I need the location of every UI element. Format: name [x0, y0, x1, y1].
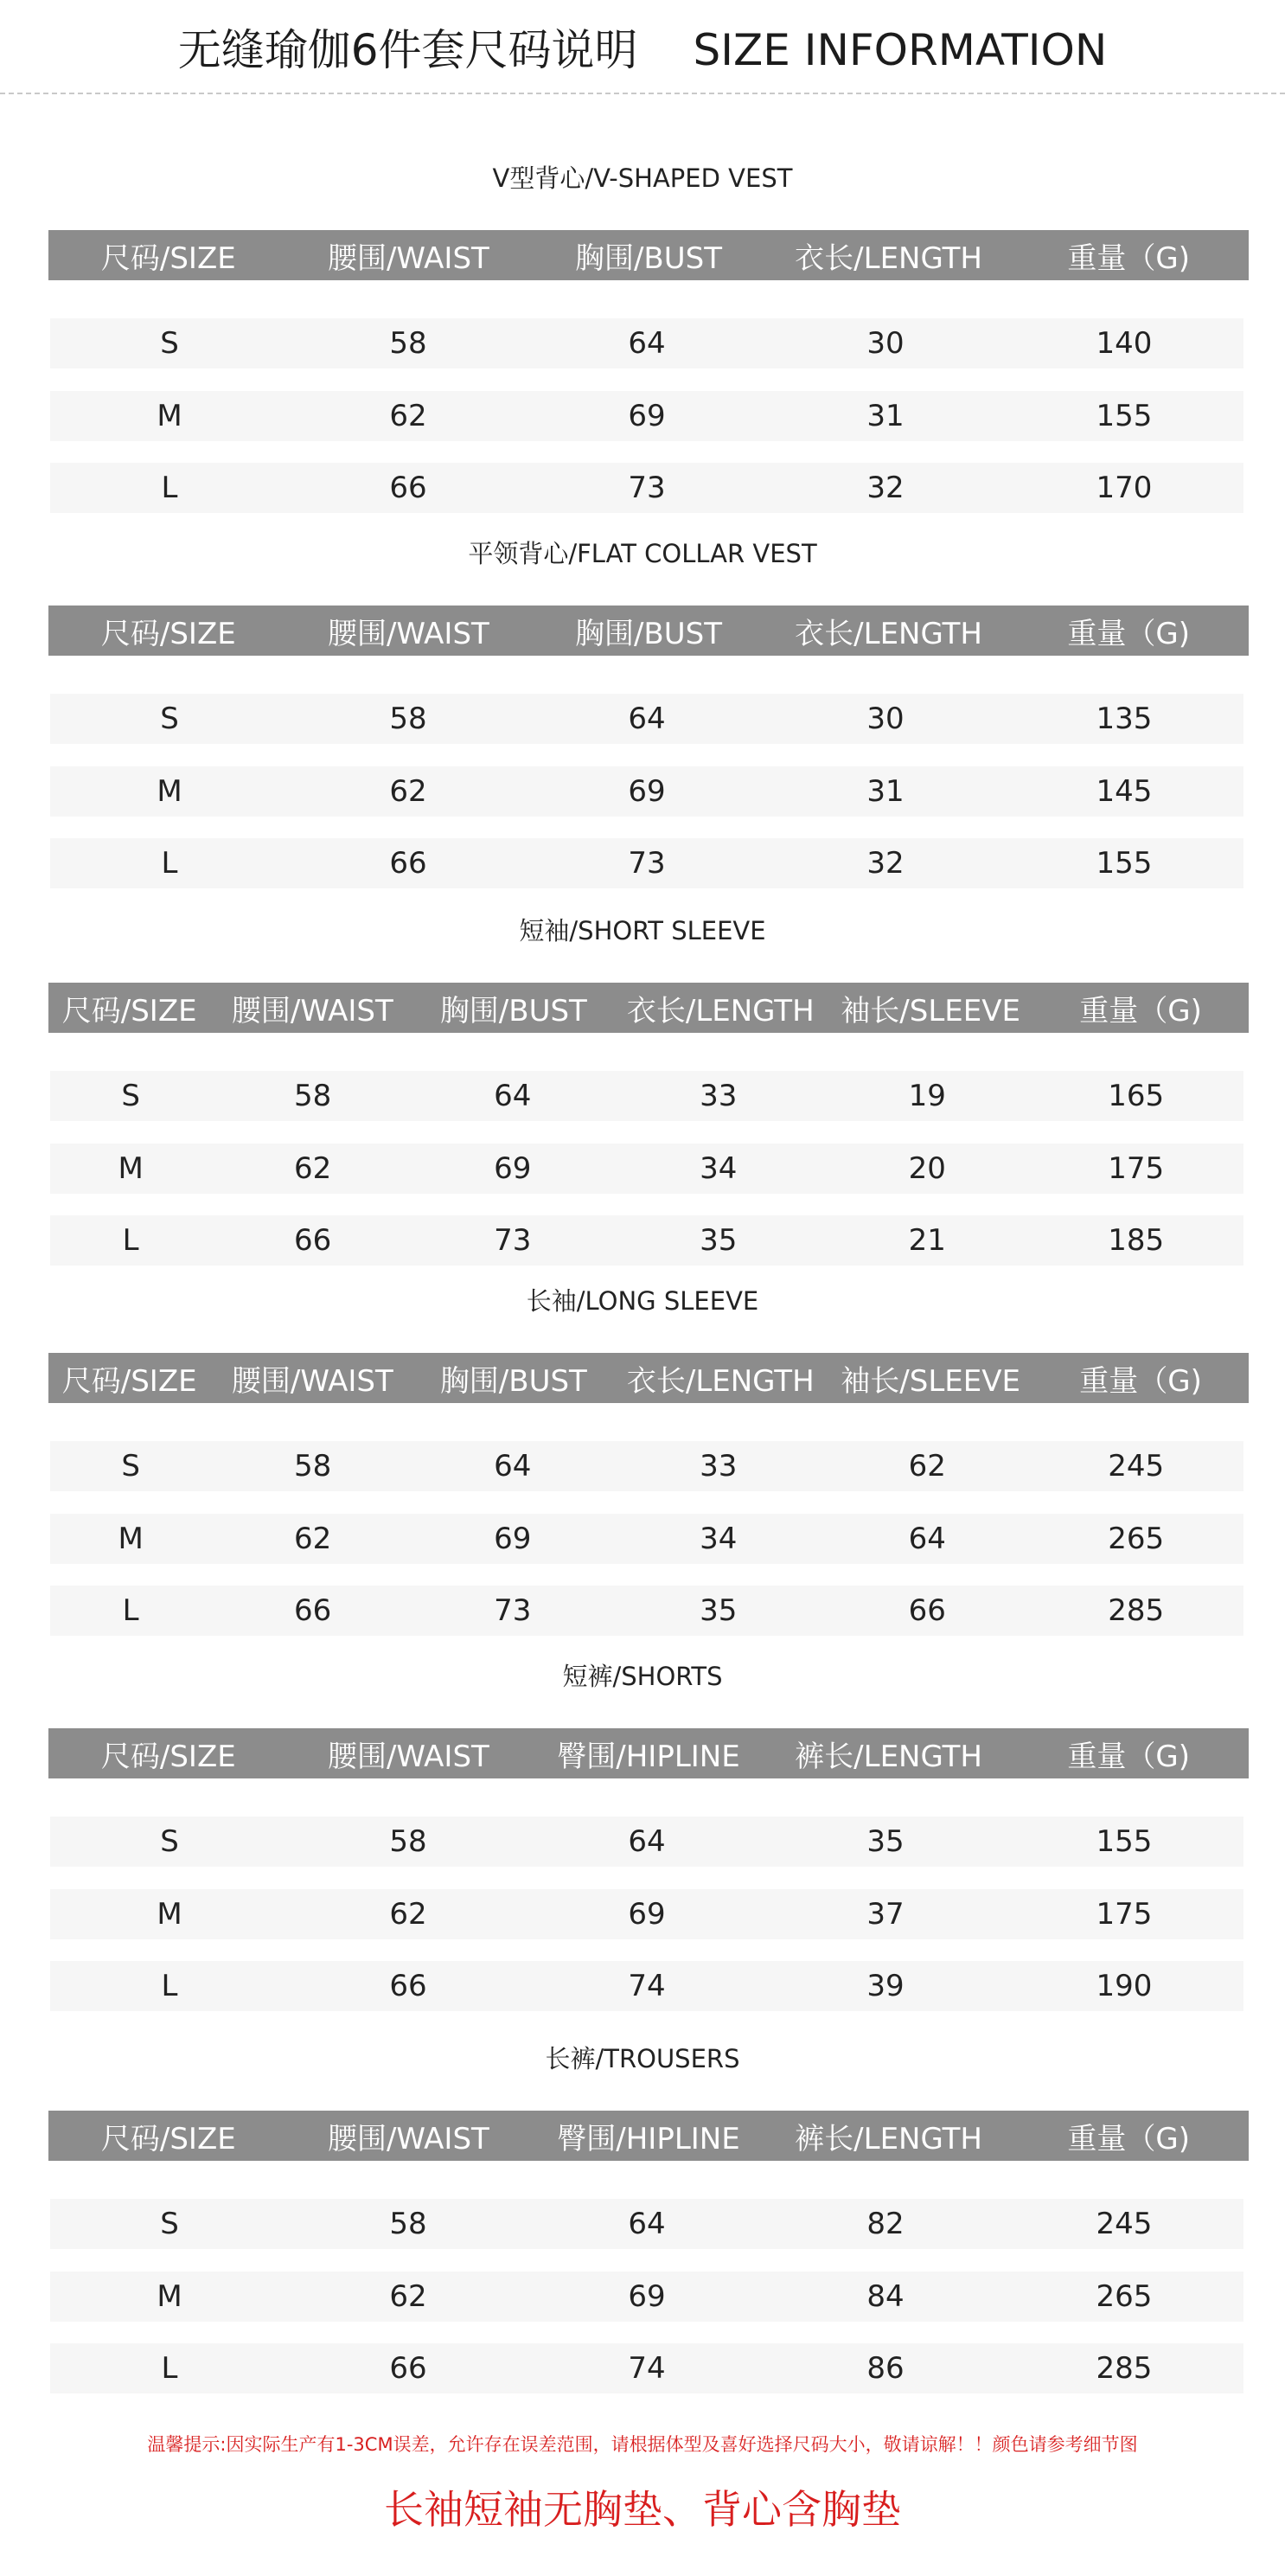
- table-cell: 35: [866, 1824, 905, 1859]
- table-cell: 69: [494, 1522, 532, 1556]
- column-header: 袖长/SLEEVE: [841, 1363, 1020, 1399]
- table-cell: 74: [628, 1969, 666, 2003]
- table-row: [50, 2272, 1243, 2322]
- column-header: 重量（G): [1067, 616, 1190, 651]
- column-header: 尺码/SIZE: [100, 616, 236, 651]
- column-header: 尺码/SIZE: [61, 1363, 197, 1399]
- table-cell: 58: [293, 1449, 332, 1483]
- column-header: 尺码/SIZE: [100, 240, 236, 276]
- column-header: 腰围/WAIST: [231, 993, 393, 1028]
- table-cell: 66: [908, 1593, 946, 1628]
- table-cell: 69: [628, 1897, 666, 1932]
- table-cell: 66: [389, 471, 427, 505]
- table-cell: 73: [494, 1223, 532, 1258]
- table-cell: 69: [628, 774, 666, 809]
- column-header: 胸围/BUST: [574, 616, 722, 651]
- column-header: 衣长/LENGTH: [626, 993, 815, 1028]
- table-cell: 33: [700, 1449, 738, 1483]
- column-header: 腰围/WAIST: [327, 616, 489, 651]
- table-cell: 69: [628, 399, 666, 433]
- table-cell: 73: [628, 846, 666, 881]
- table-cell: M: [157, 1897, 182, 1932]
- table-cell: 39: [866, 1969, 905, 2003]
- column-header: 重量（G): [1067, 2121, 1190, 2156]
- table-cell: 35: [700, 1223, 738, 1258]
- table-cell: 140: [1096, 326, 1153, 361]
- notice-text: 温馨提示:因实际生产有1-3CM误差，允许存在误差范围，请根据体型及喜好选择尺码大小，敬请谅解！！颜色请参考细节图: [147, 2434, 1138, 2455]
- table-row: [50, 1586, 1243, 1636]
- table-cell: 21: [908, 1223, 946, 1258]
- table-cell: 265: [1096, 2279, 1153, 2314]
- table-row: [50, 318, 1243, 368]
- table-cell: 170: [1096, 471, 1153, 505]
- table-title: 长裤/TROUSERS: [545, 2044, 740, 2073]
- table-row: [50, 1215, 1243, 1266]
- table-cell: M: [157, 399, 182, 433]
- column-header: 衣长/LENGTH: [626, 1363, 815, 1399]
- table-cell: 58: [293, 1079, 332, 1113]
- table-cell: 175: [1096, 1897, 1153, 1932]
- table-cell: 64: [908, 1522, 946, 1556]
- table-cell: 58: [389, 2207, 427, 2241]
- table-cell: 64: [494, 1079, 532, 1113]
- table-row: [50, 1889, 1243, 1939]
- column-header: 胸围/BUST: [439, 1363, 587, 1399]
- column-header: 胸围/BUST: [574, 240, 722, 276]
- column-header: 裤长/LENGTH: [795, 2121, 982, 2156]
- column-header: 臀围/HIPLINE: [557, 2121, 740, 2156]
- table-cell: 34: [700, 1522, 738, 1556]
- table-row: [50, 391, 1243, 441]
- table-cell: 66: [389, 846, 427, 881]
- table-title: 长袖/LONG SLEEVE: [526, 1286, 759, 1316]
- column-header: 腰围/WAIST: [327, 1739, 489, 1774]
- table-cell: 73: [494, 1593, 532, 1628]
- table-cell: 73: [628, 471, 666, 505]
- table-cell: 86: [866, 2351, 905, 2386]
- column-header: 袖长/SLEEVE: [841, 993, 1020, 1028]
- table-cell: 37: [866, 1897, 905, 1932]
- table-cell: 62: [293, 1151, 332, 1186]
- table-row: [50, 1514, 1243, 1564]
- table-cell: 155: [1096, 846, 1153, 881]
- table-cell: 145: [1096, 774, 1153, 809]
- table-cell: 64: [628, 1824, 666, 1859]
- column-header: 腰围/WAIST: [231, 1363, 393, 1399]
- page-title: [0, 16, 1285, 85]
- table-cell: 62: [389, 2279, 427, 2314]
- table-cell: 155: [1096, 1824, 1153, 1859]
- table-row: [50, 1817, 1243, 1867]
- table-header: [48, 983, 1249, 1033]
- table-cell: 62: [389, 774, 427, 809]
- column-header: 尺码/SIZE: [100, 1739, 236, 1774]
- table-cell: 31: [866, 774, 905, 809]
- table-row: [50, 1144, 1243, 1194]
- table-header: [48, 230, 1249, 280]
- table-row: [50, 694, 1243, 744]
- table-cell: 135: [1096, 702, 1153, 736]
- column-header: 腰围/WAIST: [327, 2121, 489, 2156]
- table-cell: 190: [1096, 1969, 1153, 2003]
- table-cell: 64: [628, 2207, 666, 2241]
- column-header: 尺码/SIZE: [61, 993, 197, 1028]
- table-cell: 19: [908, 1079, 946, 1113]
- table-title: 平领背心/FLAT COLLAR VEST: [468, 539, 817, 568]
- table-cell: 62: [908, 1449, 946, 1483]
- table-cell: M: [118, 1522, 144, 1556]
- table-cell: 66: [293, 1223, 332, 1258]
- table-cell: L: [161, 2351, 178, 2386]
- table-cell: 285: [1096, 2351, 1153, 2386]
- table-cell: 69: [628, 2279, 666, 2314]
- dashed-divider: [0, 93, 1285, 94]
- column-header: 臀围/HIPLINE: [557, 1739, 740, 1774]
- column-header: 重量（G): [1067, 1739, 1190, 1774]
- table-title: 短袖/SHORT SLEEVE: [519, 916, 766, 945]
- table-cell: 64: [494, 1449, 532, 1483]
- table-cell: 58: [389, 1824, 427, 1859]
- page-title-en: SIZE INFORMATION: [693, 25, 1108, 75]
- table-cell: 285: [1108, 1593, 1165, 1628]
- table-cell: 35: [700, 1593, 738, 1628]
- table-cell: 245: [1108, 1449, 1165, 1483]
- table-cell: L: [122, 1593, 139, 1628]
- table-title: V型背心/V-SHAPED VEST: [492, 163, 793, 193]
- table-cell: 30: [866, 326, 905, 361]
- table-cell: 32: [866, 471, 905, 505]
- table-cell: 245: [1096, 2207, 1153, 2241]
- column-header: 衣长/LENGTH: [795, 616, 982, 651]
- column-header: 裤长/LENGTH: [795, 1739, 982, 1774]
- table-row: [50, 463, 1243, 513]
- column-header: 腰围/WAIST: [327, 240, 489, 276]
- table-cell: 175: [1108, 1151, 1165, 1186]
- table-row: [50, 1441, 1243, 1491]
- table-cell: 265: [1108, 1522, 1165, 1556]
- table-cell: S: [121, 1449, 140, 1483]
- table-header: [48, 606, 1249, 656]
- table-cell: 62: [389, 1897, 427, 1932]
- page-title-cn: 无缝瑜伽6件套尺码说明: [177, 25, 638, 75]
- table-header: [48, 1353, 1249, 1403]
- table-cell: S: [121, 1079, 140, 1113]
- table-header: [48, 1728, 1249, 1778]
- table-cell: M: [157, 774, 182, 809]
- column-header: 重量（G): [1079, 993, 1202, 1028]
- table-cell: 30: [866, 702, 905, 736]
- table-cell: 66: [293, 1593, 332, 1628]
- table-cell: 58: [389, 702, 427, 736]
- table-cell: 185: [1108, 1223, 1165, 1258]
- footer-note: 长袖短袖无胸垫、背心含胸垫: [384, 2486, 901, 2533]
- table-cell: 20: [908, 1151, 946, 1186]
- table-cell: 66: [389, 1969, 427, 2003]
- column-header: 胸围/BUST: [439, 993, 587, 1028]
- table-row: [50, 2199, 1243, 2249]
- table-cell: 58: [389, 326, 427, 361]
- table-header: [48, 2111, 1249, 2161]
- table-cell: 62: [293, 1522, 332, 1556]
- table-cell: 33: [700, 1079, 738, 1113]
- table-row: [50, 1961, 1243, 2011]
- table-cell: M: [157, 2279, 182, 2314]
- table-cell: 155: [1096, 399, 1153, 433]
- table-cell: S: [160, 702, 179, 736]
- table-row: [50, 2343, 1243, 2393]
- table-cell: L: [161, 471, 178, 505]
- table-cell: 66: [389, 2351, 427, 2386]
- table-cell: 31: [866, 399, 905, 433]
- table-cell: L: [122, 1223, 139, 1258]
- table-cell: S: [160, 1824, 179, 1859]
- table-cell: 34: [700, 1151, 738, 1186]
- table-cell: L: [161, 1969, 178, 2003]
- table-row: [50, 766, 1243, 817]
- table-row: [50, 838, 1243, 888]
- table-cell: 69: [494, 1151, 532, 1186]
- table-row: [50, 1071, 1243, 1121]
- table-cell: 64: [628, 702, 666, 736]
- table-cell: M: [118, 1151, 144, 1186]
- column-header: 尺码/SIZE: [100, 2121, 236, 2156]
- table-cell: 32: [866, 846, 905, 881]
- column-header: 衣长/LENGTH: [795, 240, 982, 276]
- table-cell: 165: [1108, 1079, 1165, 1113]
- column-header: 重量（G): [1079, 1363, 1202, 1399]
- table-cell: 84: [866, 2279, 905, 2314]
- table-cell: S: [160, 326, 179, 361]
- table-title: 短裤/SHORTS: [562, 1662, 723, 1691]
- column-header: 重量（G): [1067, 240, 1190, 276]
- table-cell: S: [160, 2207, 179, 2241]
- table-cell: L: [161, 846, 178, 881]
- table-cell: 74: [628, 2351, 666, 2386]
- table-cell: 64: [628, 326, 666, 361]
- table-cell: 62: [389, 399, 427, 433]
- table-cell: 82: [866, 2207, 905, 2241]
